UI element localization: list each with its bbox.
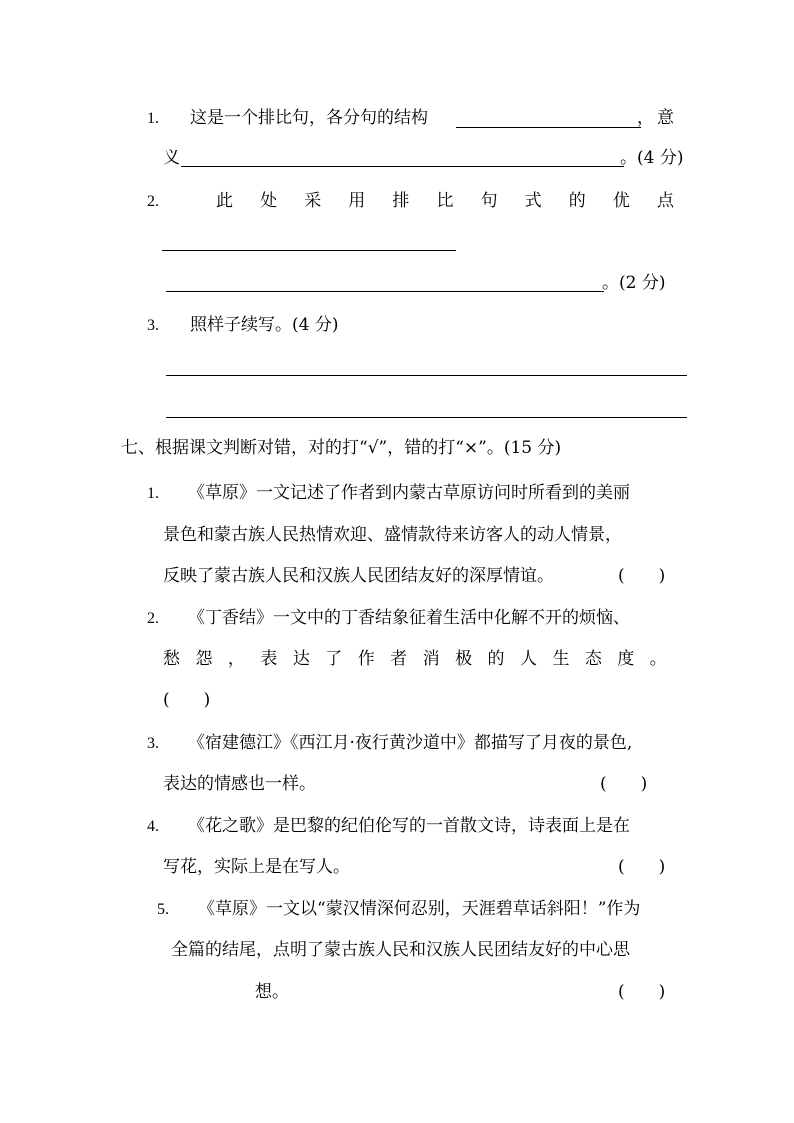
answer-blank[interactable] (166, 417, 687, 418)
section-heading: 七、根据课文判断对错，对的打“√”，错的打“×”。(15 分) (121, 438, 562, 458)
question-text: 照样子续写。(4 分) (190, 315, 339, 335)
question-text: 意 (657, 108, 674, 128)
question-number: 1. (147, 110, 159, 127)
question-score: 。(4 分) (620, 148, 684, 168)
question-text: 愁 怨 ， 表 达 了 作 者 消 极 的 人 生 态 度 。 (163, 649, 667, 669)
question-number: 3. (147, 317, 159, 334)
question-text: 全篇的结尾，点明了蒙古族人民和汉族人民团结友好的中心思 (171, 940, 630, 960)
question-score: 。(2 分) (602, 273, 666, 293)
answer-blank[interactable] (166, 291, 604, 292)
question-text: 反映了蒙古族人民和汉族人民团结友好的深厚情谊。 (163, 566, 554, 586)
answer-parentheses[interactable]: ( ) (600, 774, 648, 794)
question-number: 3. (147, 735, 159, 752)
question-number: 5. (157, 901, 169, 918)
question-number: 1. (147, 485, 159, 502)
question-text: 景色和蒙古族人民热情欢迎、盛情款待来访客人的动人情景， (163, 525, 622, 545)
question-text: 《草原》一文记述了作者到内蒙古草原访问时所看到的美丽 (188, 483, 630, 503)
question-text: 《花之歌》是巴黎的纪伯伦写的一首散文诗，诗表面上是在 (188, 816, 630, 836)
answer-blank[interactable] (181, 166, 624, 167)
answer-parentheses[interactable]: ( ) (163, 690, 211, 710)
question-number: 2. (147, 610, 159, 627)
question-text: 《草原》一文以“蒙汉情深何忍别，天涯碧草话斜阳！”作为 (198, 899, 641, 919)
question-number: 4. (147, 818, 159, 835)
question-text: 义 (163, 148, 180, 168)
question-text: ， (637, 108, 654, 128)
question-text: 想。 (255, 982, 289, 1002)
answer-blank[interactable] (166, 375, 687, 376)
question-number: 2. (147, 193, 159, 210)
question-text: 表达的情感也一样。 (163, 774, 316, 794)
question-text: 写花，实际上是在写人。 (163, 857, 350, 877)
answer-blank[interactable] (162, 250, 456, 251)
answer-parentheses[interactable]: ( ) (618, 982, 666, 1002)
question-text: 此 处 采 用 排 比 句 式 的 优 点 (216, 191, 674, 211)
answer-blank[interactable] (456, 127, 641, 128)
question-text: 这是一个排比句，各分句的结构 (190, 108, 428, 128)
answer-parentheses[interactable]: ( ) (618, 566, 666, 586)
question-text: 《丁香结》一文中的丁香结象征着生活中化解不开的烦恼、 (188, 608, 630, 628)
answer-parentheses[interactable]: ( ) (618, 857, 666, 877)
question-text: 《宿建德江》《西江月·夜行黄沙道中》都描写了月夜的景色, (188, 733, 633, 753)
